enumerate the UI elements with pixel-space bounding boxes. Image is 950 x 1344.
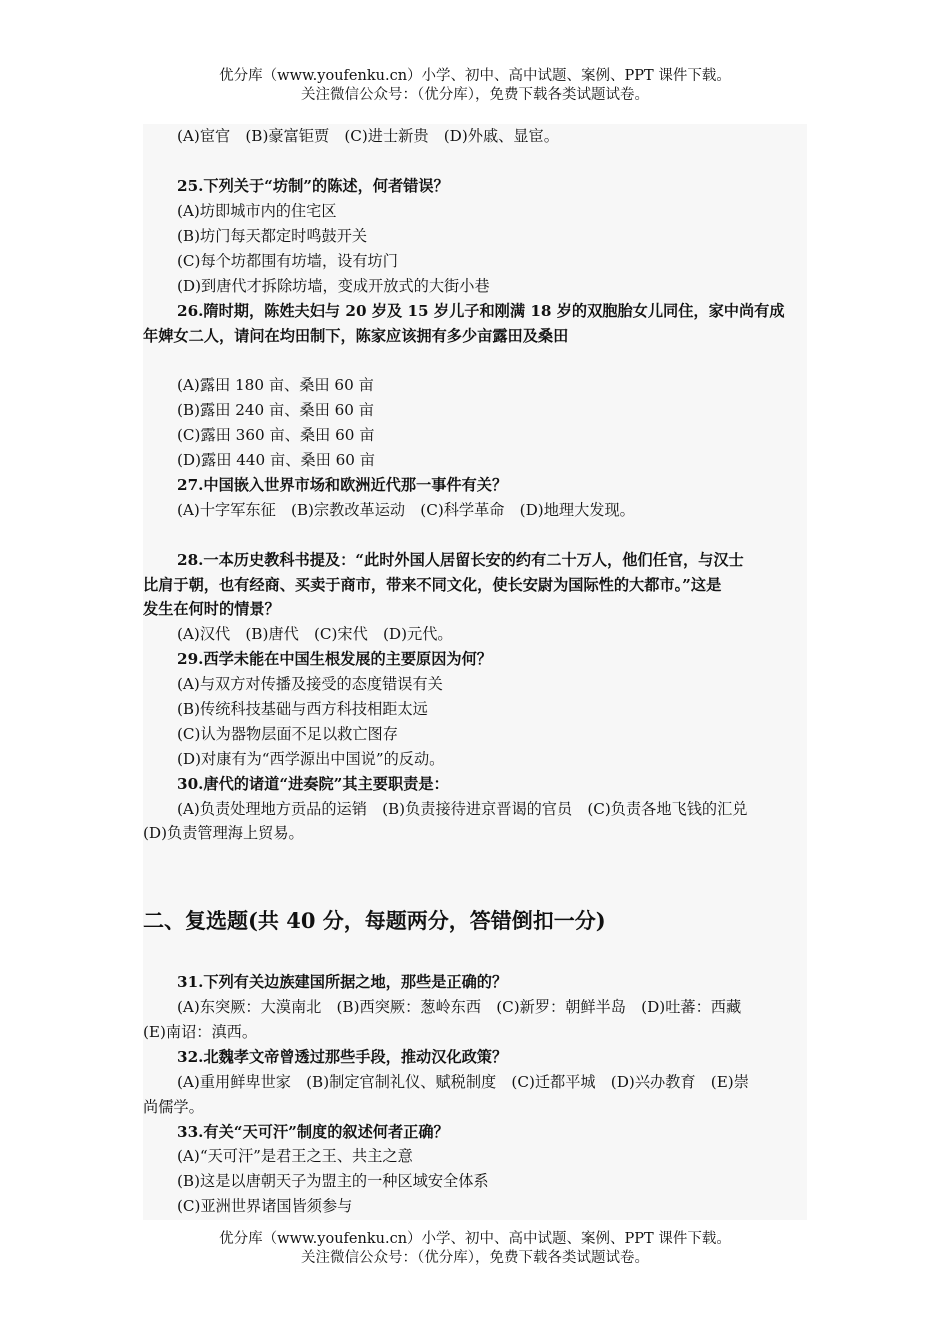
footer-line-2: 关注微信公众号：（优分库），免费下载各类试题试卷。 xyxy=(301,1250,649,1266)
q31-options-line-2: (E)南诏：滇西。 xyxy=(143,1023,258,1041)
q30-options-line-1: (A)负责处理地方贡品的运销 (B)负责接待进京晋谒的官员 (C)负责各地飞钱的汇兑 xyxy=(177,800,748,818)
q25-option-c: (C)每个坊都围有坊墙，设有坊门 xyxy=(177,252,398,270)
q30-question: 30.唐代的诸道“进奏院”其主要职责是： xyxy=(177,775,449,793)
q32-question: 32.北魏孝文帝曾透过那些手段，推动汉化政策？ xyxy=(177,1048,508,1066)
q26-option-d: (D)露田 440 亩、桑田 60 亩 xyxy=(177,451,375,469)
q30-options-line-2: (D)负责管理海上贸易。 xyxy=(143,824,304,842)
q31-question: 31.下列有关边族建国所据之地，那些是正确的？ xyxy=(177,973,508,991)
footer-line-1: 优分库（www.youfenku.cn）小学、初中、高中试题、案例、PPT 课件下载。 xyxy=(219,1231,731,1247)
q33-question: 33.有关“天可汗”制度的叙述何者正确？ xyxy=(177,1123,449,1141)
q33-option-a: (A)“天可汗”是君王之王、共主之意 xyxy=(177,1147,413,1165)
q25-option-a: (A)坊即城市内的住宅区 xyxy=(177,202,337,220)
q26-option-c: (C)露田 360 亩、桑田 60 亩 xyxy=(177,426,375,444)
q29-option-b: (B)传统科技基础与西方科技相距太远 xyxy=(177,700,428,718)
q28-question-line-2: 比肩于朝，也有经商、买卖于商市，带来不同文化，使长安尉为国际性的大都市。”这是 xyxy=(143,576,722,594)
q32-options-line-1: (A)重用鲜卑世家 (B)制定官制礼仪、赋税制度 (C)迁都平城 (D)兴办教育 (E)崇 xyxy=(177,1073,749,1091)
q33-option-b: (B)这是以唐朝天子为盟主的一种区域安全体系 xyxy=(177,1172,489,1190)
page-header xyxy=(0,67,950,105)
q28-question-line-3: 发生在何时的情景？ xyxy=(143,600,280,618)
q31-options-line-1: (A)东突厥：大漠南北 (B)西突厥：葱岭东西 (C)新罗：朝鲜半岛 (D)吐蕃：西藏 xyxy=(177,998,742,1016)
q27-question: 27.中国嵌入世界市场和欧洲近代那一事件有关？ xyxy=(177,476,508,494)
q29-option-c: (C)认为器物层面不足以救亡图存 xyxy=(177,725,398,743)
q29-option-a: (A)与双方对传播及接受的态度错误有关 xyxy=(177,675,443,693)
q25-option-d: (D)到唐代才拆除坊墙，变成开放式的大街小巷 xyxy=(177,277,490,295)
q29-question: 29.西学未能在中国生根发展的主要原因为何？ xyxy=(177,650,492,668)
document-body xyxy=(143,124,807,1220)
q24-options: (A)宦官 (B)豪富钜贾 (C)进士新贵 (D)外戚、显宦。 xyxy=(177,127,559,145)
q28-question-line-1: 28.一本历史教科书提及：“此时外国人居留长安的约有二十万人，他们任官，与汉士 xyxy=(177,551,744,569)
q32-options-line-2: 尚儒学。 xyxy=(143,1098,204,1116)
header-line-1: 优分库（www.youfenku.cn）小学、初中、高中试题、案例、PPT 课件下载。 xyxy=(219,68,731,84)
q26-option-b: (B)露田 240 亩、桑田 60 亩 xyxy=(177,401,374,419)
q26-question-line-1: 26.隋时期，陈姓夫妇与 20 岁及 15 岁儿子和刚满 18 岁的双胞胎女儿同住，家中尚有成 xyxy=(177,302,785,320)
section-2-title: 二、复选题(共 40 分，每题两分，答错倒扣一分) xyxy=(143,908,606,933)
header-line-2: 关注微信公众号：（优分库），免费下载各类试题试卷。 xyxy=(301,87,649,103)
q28-options: (A)汉代 (B)唐代 (C)宋代 (D)元代。 xyxy=(177,625,453,643)
q25-option-b: (B)坊门每天都定时鸣鼓开关 xyxy=(177,227,368,245)
q27-options: (A)十字军东征 (B)宗教改革运动 (C)科学革命 (D)地理大发现。 xyxy=(177,501,635,519)
q33-option-c: (C)亚洲世界诸国皆须参与 xyxy=(177,1197,353,1215)
page-footer xyxy=(0,1230,950,1268)
q26-question-line-2: 年婢女二人，请问在均田制下，陈家应该拥有多少亩露田及桑田 xyxy=(143,327,569,345)
q29-option-d: (D)对康有为“西学源出中国说”的反动。 xyxy=(177,750,445,768)
q26-option-a: (A)露田 180 亩、桑田 60 亩 xyxy=(177,376,374,394)
q25-question: 25.下列关于“坊制”的陈述，何者错误？ xyxy=(177,177,449,195)
